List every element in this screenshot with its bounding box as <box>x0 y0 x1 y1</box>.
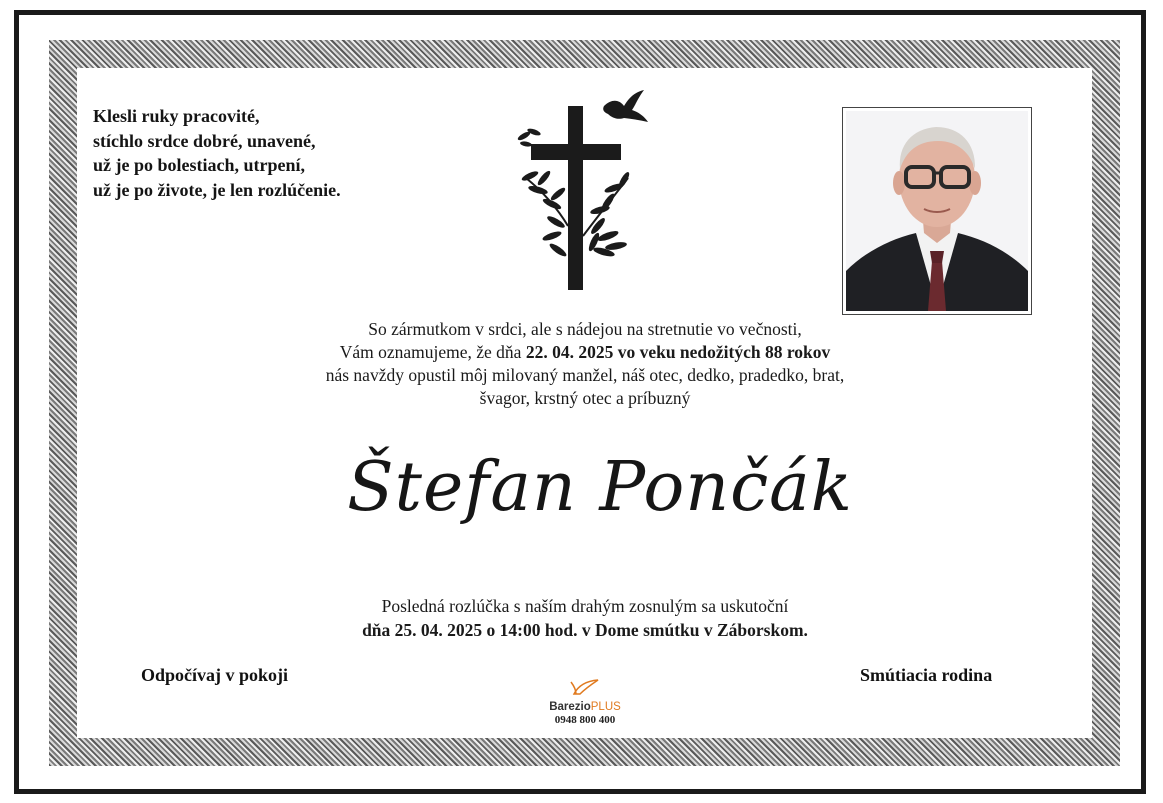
announcement-prefix: Vám oznamujeme, že dňa <box>339 342 526 362</box>
feather-icon <box>568 678 602 696</box>
announcement-text <box>200 318 970 410</box>
funeral-line: Posledná rozlúčka s naším drahým zosnulým sa uskutoční <box>381 596 789 616</box>
announcement-line: So zármutkom v srdci, ale s nádejou na stretnutie vo večnosti, <box>368 319 802 339</box>
memorial-poem <box>93 104 341 202</box>
cross-with-dove-and-olive-branches-icon <box>512 86 652 296</box>
announcement-line: nás navždy opustil môj milovaný manžel, náš otec, dedko, pradedko, brat, <box>325 365 845 385</box>
announcement-line: švagor, krstný otec a príbuzný <box>479 388 691 408</box>
deceased-portrait-photo <box>842 107 1032 315</box>
poem-line: už je po bolestiach, utrpení, <box>93 155 306 175</box>
announcement-line-with-date <box>200 341 970 364</box>
deceased-name: Štefan Pončák <box>347 448 853 527</box>
poem-line: už je po živote, je len rozlúčenie. <box>93 179 341 200</box>
death-date-age: 22. 04. 2025 vo veku nedožitých 88 rokov <box>525 342 831 362</box>
brand-name <box>520 701 650 713</box>
funeral-date-place: dňa 25. 04. 2025 o 14:00 hod. v Dome smútku v Záborskom. <box>362 620 808 640</box>
mourning-family-text: Smútiacia rodina <box>860 665 993 685</box>
phone-number: 0948 800 400 <box>554 714 616 726</box>
brand-main: Barezio <box>549 701 591 713</box>
funeral-service-logo <box>520 678 650 726</box>
funeral-details <box>200 594 970 642</box>
poem-line: Klesli ruky pracovité, <box>93 106 260 126</box>
brand-suffix: PLUS <box>590 701 621 713</box>
rest-in-peace-text: Odpočívaj v pokoji <box>141 665 289 685</box>
poem-line: stíchlo srdce dobré, unavené, <box>93 130 316 151</box>
